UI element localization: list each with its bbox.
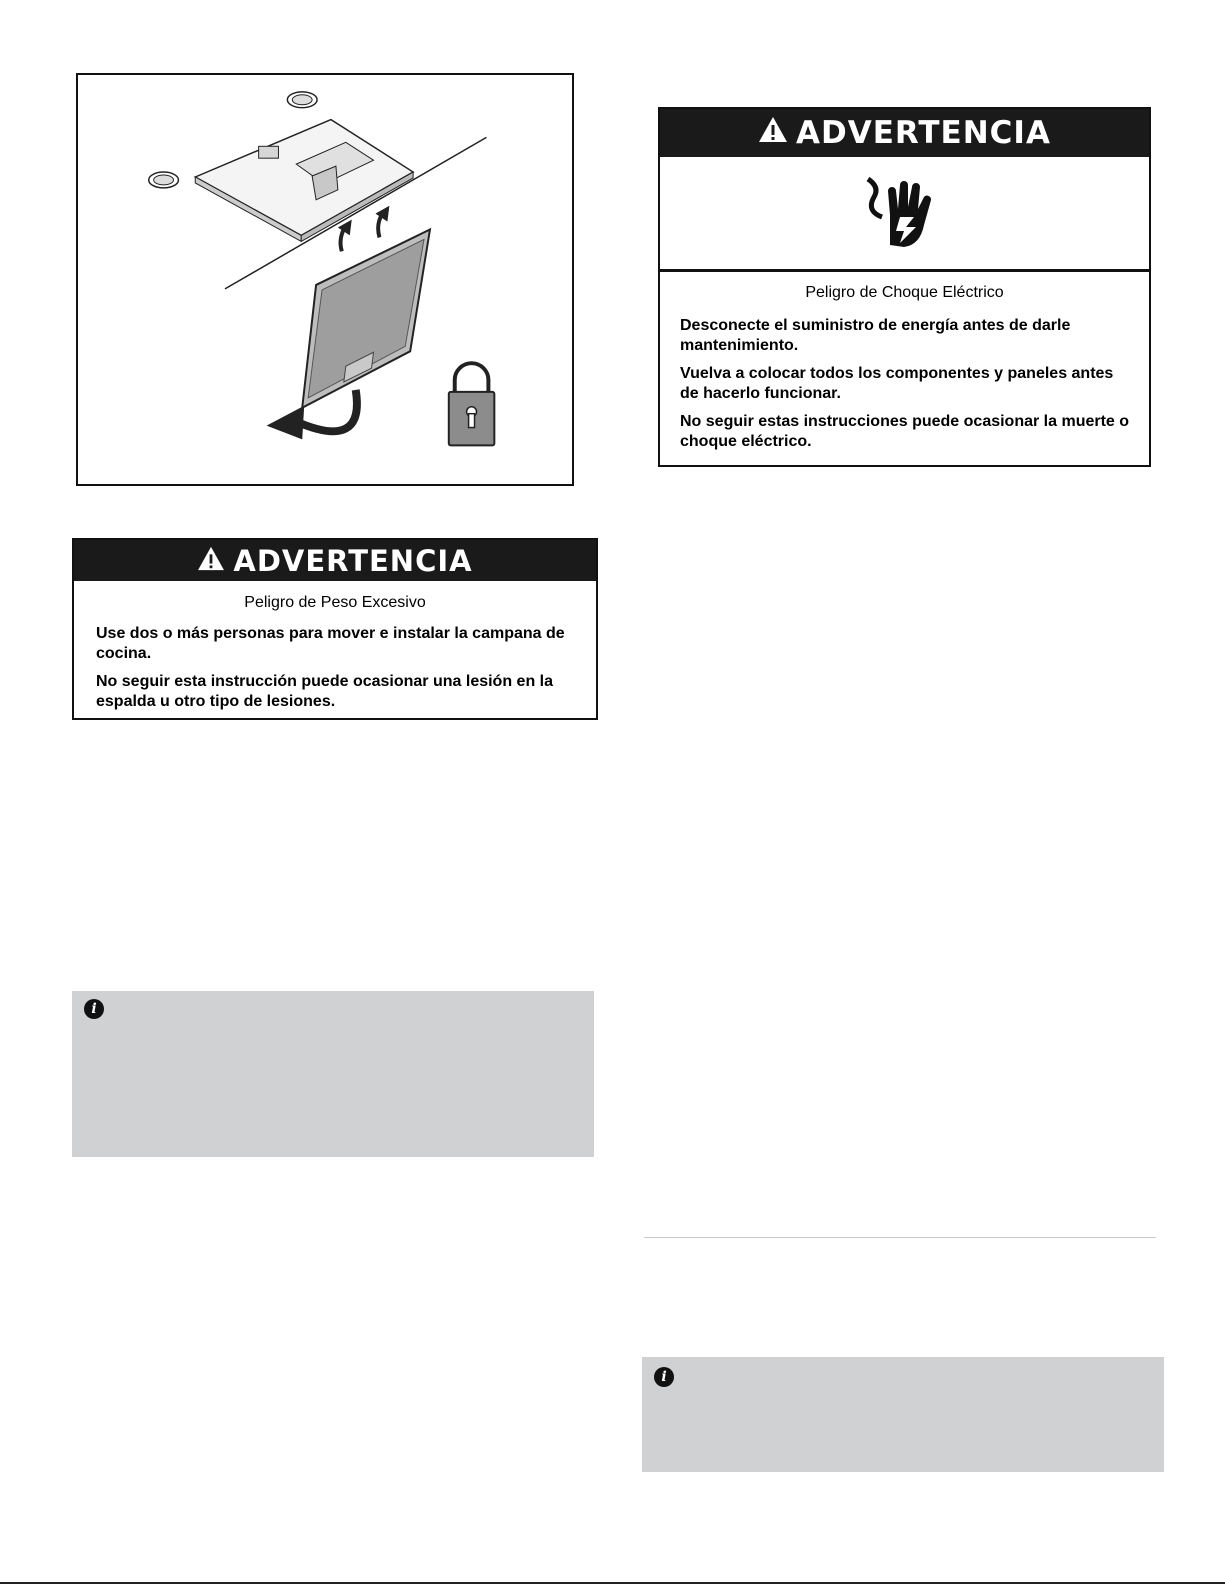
warning-body	[74, 612, 596, 712]
warning-body	[660, 302, 1149, 452]
hazard-title: Peligro de Choque Eléctrico	[805, 284, 1004, 301]
warning-line: Use dos o más personas para mover e instalar la campana de cocina.	[96, 625, 565, 662]
warning-header	[74, 540, 596, 581]
warning-header	[660, 109, 1149, 157]
warning-triangle-icon	[758, 115, 788, 151]
warning-line: No seguir esta instrucción puede ocasionar una lesión en la espalda u otro tipo de lesiones.	[96, 673, 554, 710]
range-hood-filter-illustration	[78, 75, 572, 484]
warning-triangle-icon	[197, 544, 225, 578]
info-box	[72, 991, 594, 1157]
info-box	[642, 1357, 1164, 1472]
electric-shock-hand-icon	[860, 173, 950, 253]
warning-header-label: ADVERTENCIA	[233, 543, 473, 578]
warning-line: No seguir estas instrucciones puede ocasionar la muerte o choque eléctrico.	[680, 413, 1130, 450]
info-icon: i	[84, 999, 104, 1019]
section-divider	[644, 1237, 1156, 1238]
hazard-title: Peligro de Peso Excesivo	[244, 594, 426, 611]
padlock-icon	[449, 363, 495, 445]
warning-line: Desconecte el suministro de energía antes de darle mantenimiento.	[680, 317, 1071, 354]
warning-line: Vuelva a colocar todos los componentes y paneles antes de hacerlo funcionar.	[680, 365, 1114, 402]
hazard-icon-area	[660, 157, 1149, 272]
page-bottom-rule	[0, 1582, 1225, 1584]
excessive-weight-warning	[72, 538, 598, 720]
electric-shock-warning	[658, 107, 1151, 467]
filter-removal-illustration	[76, 73, 574, 486]
info-icon: i	[654, 1367, 674, 1387]
warning-header-label: ADVERTENCIA	[796, 115, 1051, 151]
